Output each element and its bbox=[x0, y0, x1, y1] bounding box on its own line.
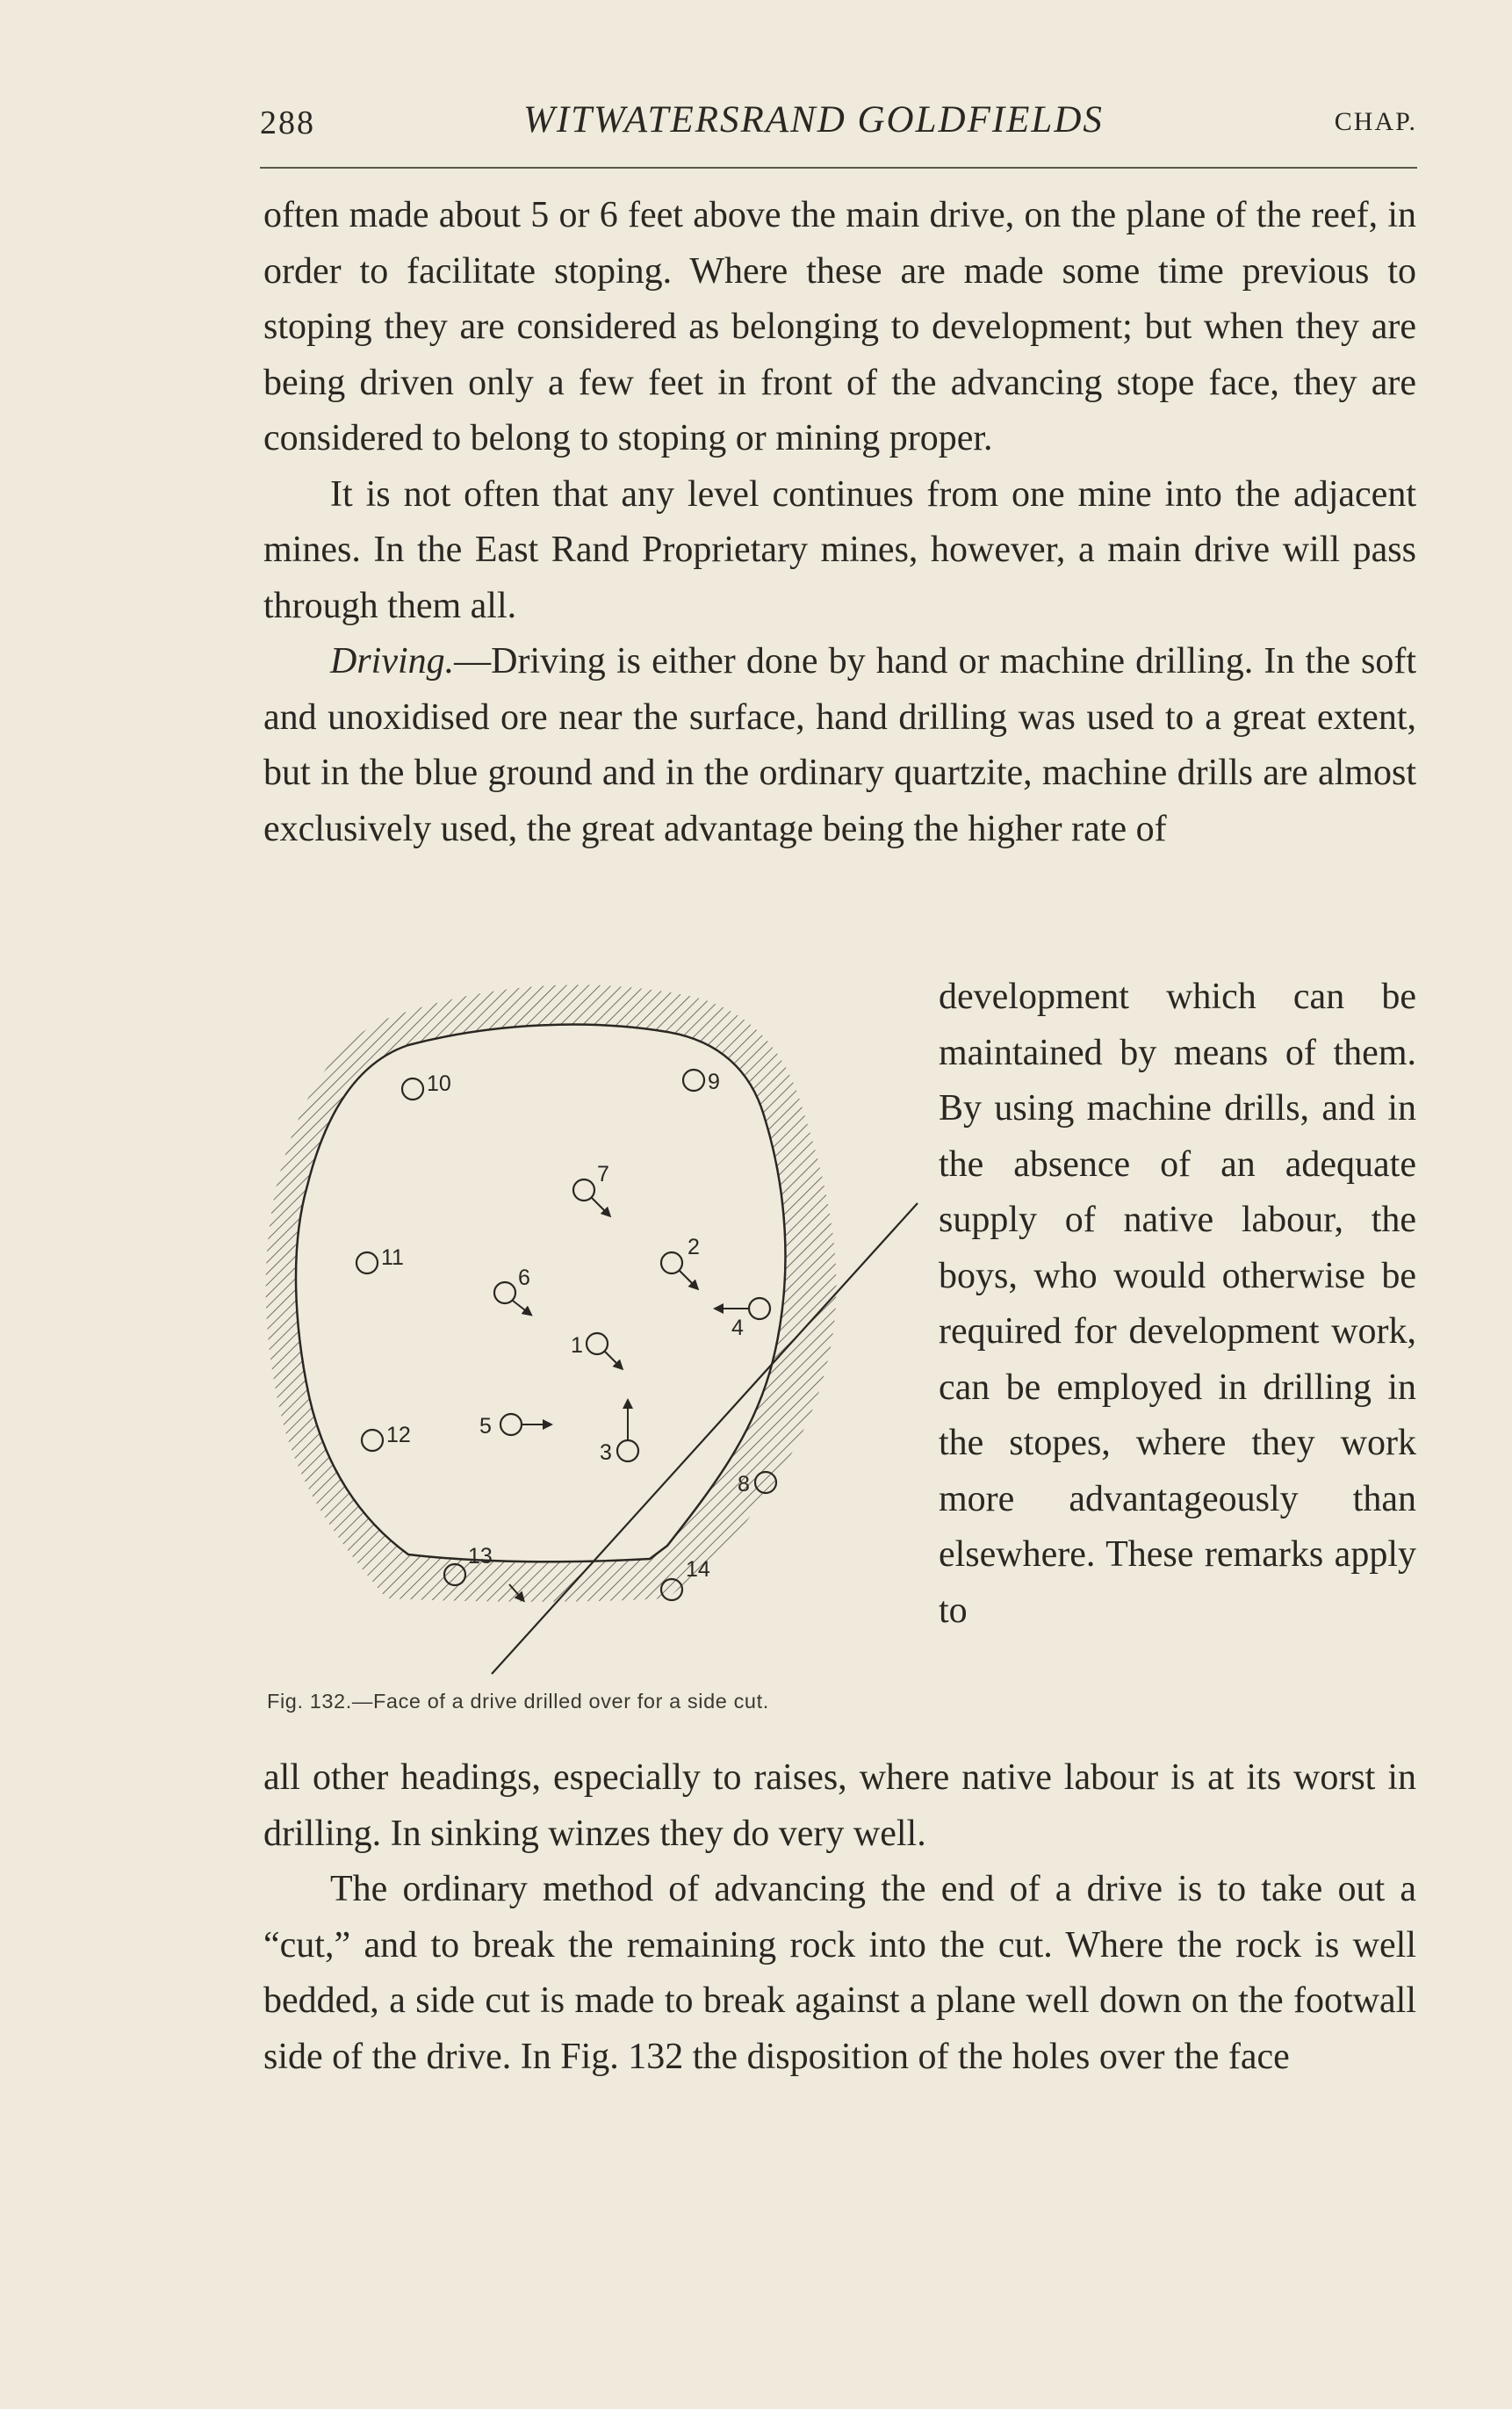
hole-label-10: 10 bbox=[427, 1071, 451, 1096]
drill-hole-12 bbox=[362, 1423, 411, 1451]
side-column-text: development which can be maintained by means of them. By using machine drills, and in the absence of an adequate supply of native labour, the boys, who would otherwise be required for development work, can be employed in drilling in the stopes, where they work more advantageously than elsewhere. These remarks apply to bbox=[939, 977, 1416, 1631]
drill-hole-1 bbox=[571, 1333, 620, 1367]
hole-label-1: 1 bbox=[571, 1333, 583, 1358]
hole-label-11: 11 bbox=[381, 1245, 404, 1270]
running-title: WITWATERSRAND GOLDFIELDS bbox=[523, 99, 1104, 141]
page-number: 288 bbox=[260, 105, 315, 141]
text-top bbox=[263, 188, 1416, 857]
drill-hole-6 bbox=[494, 1266, 530, 1313]
text-bottom bbox=[263, 1695, 1416, 2085]
drill-hole-10 bbox=[402, 1071, 451, 1100]
header-rule bbox=[260, 167, 1417, 169]
paragraph-3 bbox=[263, 634, 1416, 857]
paragraph-5: The ordinary method of advancing the end of a drive is to take out a “cut,” and to break the remaining rock into the cut. Where the rock is well bedded, a side cut is made to break against a plane well down on the footwall side of the drive. In Fig. 132 the disposition of the holes over the face bbox=[263, 1869, 1416, 2077]
drill-hole-3 bbox=[600, 1403, 638, 1465]
hole-label-14: 14 bbox=[686, 1557, 710, 1582]
driving-heading: Driving. bbox=[330, 641, 455, 682]
running-header bbox=[260, 98, 1417, 151]
hole-label-9: 9 bbox=[708, 1070, 720, 1094]
hole-label-12: 12 bbox=[386, 1423, 411, 1447]
hole-label-7: 7 bbox=[597, 1162, 609, 1186]
drill-hole-2 bbox=[661, 1235, 700, 1287]
paragraph-3-text: —Driving is either done by hand or machine drilling. In the soft and unoxidised ore near the surface, hand drilling was used to a great extent, but in the blue ground and in the ordinary quartzite, machine drills are almost exclusively used, the great advantage being the higher rate of bbox=[263, 641, 1416, 849]
hole-label-3: 3 bbox=[600, 1440, 612, 1465]
drill-hole-7 bbox=[573, 1162, 609, 1214]
hole-label-2: 2 bbox=[688, 1235, 700, 1259]
drive-face-diagram bbox=[255, 984, 940, 1686]
paragraph-4-continued: all other headings, especially to raises, where native labour is at its worst in drilling. In sinking winzes they do very well. bbox=[263, 1757, 1416, 1854]
hole-label-8: 8 bbox=[738, 1472, 750, 1497]
drill-hole-4 bbox=[718, 1298, 770, 1340]
hole-label-13: 13 bbox=[468, 1544, 493, 1569]
hole-label-6: 6 bbox=[518, 1266, 530, 1290]
cut-plane-line bbox=[492, 1203, 918, 1674]
drive-face-outline bbox=[296, 1025, 785, 1562]
paragraph-1: often made about 5 or 6 feet above the main drive, on the plane of the reef, in order to facilitate stoping. Where these are made some time previous to stoping they are considered as belonging to development; but when they are being driven only a few feet in front of the advancing stope face, they are considered to belong to stoping or mining proper. bbox=[263, 195, 1416, 458]
figure-caption: Fig. 132.—Face of a drive drilled over for a side cut. bbox=[267, 1690, 769, 1713]
paragraph-2: It is not often that any level continues from one mine into the adjacent mines. In the East Rand Proprietary mines, however, a main drive will pass through them all. bbox=[263, 473, 1416, 626]
hole-label-4: 4 bbox=[731, 1316, 744, 1340]
drill-hole-5 bbox=[479, 1414, 548, 1439]
hole-label-5: 5 bbox=[479, 1414, 492, 1439]
drill-hole-9 bbox=[683, 1070, 720, 1094]
figure-132 bbox=[255, 984, 940, 1686]
drill-hole-11 bbox=[356, 1245, 404, 1273]
rock-hatching bbox=[266, 985, 837, 1601]
chapter-label: CHAP. bbox=[1334, 107, 1417, 136]
